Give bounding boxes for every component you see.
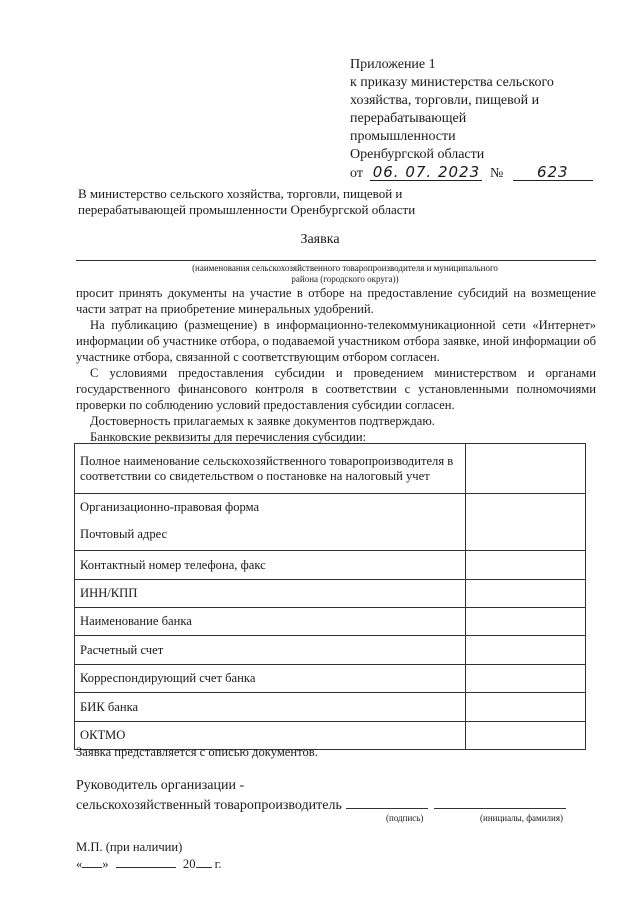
page-title: Заявка [300,232,340,247]
row-label-phone: Контактный номер телефона, факс [75,551,466,580]
table-row [75,580,586,608]
body-paragraph-3: С условиями предоставления субсидии и проведением министерством и органами государственного финансового контроля в соответствии с установленными полномочиями проверки по соблюдению условий предоставления субсидии согласен. [76,366,596,412]
annex-line-1: Приложение 1 [350,57,436,72]
annex-line-5: промышленности [350,129,456,144]
annex-block [350,56,610,183]
table-row [75,693,586,722]
addressee-line-1: В министерство сельского хозяйства, торговли, пищевой и [78,186,403,201]
annex-line-3: хозяйства, торговли, пищевой и [350,93,540,108]
stamp-block [76,839,222,873]
year-prefix: 20 [182,857,196,871]
order-number: 623 [513,164,593,181]
stamp-label: М.П. (при наличии) [76,840,183,854]
body-paragraph-4: Достоверность прилагаемых к заявке документов подтверждаю. [90,414,435,428]
number-sign: № [489,166,504,181]
name-caption: (инициалы, фамилия) [480,813,563,823]
applicant-name-line[interactable] [76,260,596,261]
name-field[interactable] [434,796,566,809]
row-value-inn-kpp[interactable] [466,580,586,608]
order-date: 06. 07. 2023 [370,164,482,181]
applicant-caption [120,263,570,285]
row-value-oktmo[interactable] [466,722,586,750]
row-value-bik[interactable] [466,693,586,722]
date-open-quote: « [76,857,83,871]
row-value-settlement-account[interactable] [466,636,586,665]
annex-date-line [350,164,610,183]
table-row [75,444,586,494]
addressee-line-2: перерабатывающей промышленности Оренбургской области [78,202,416,217]
row-label-bik: БИК банка [75,693,466,722]
row-label-oktmo: ОКТМО [75,722,466,750]
date-prefix: от [350,166,363,181]
row-value-bank-name[interactable] [466,608,586,636]
annex-line-4: перерабатывающей [350,111,467,126]
inventory-note: Заявка представляется с описью документов. [76,745,318,759]
month-field[interactable] [116,856,176,868]
row-label-legal-form [75,494,466,551]
table-row [75,665,586,693]
body-text [76,285,596,445]
table-row [75,494,586,551]
row-label-settlement-account: Расчетный счет [75,636,466,665]
body-paragraph-5: Банковские реквизиты для перечисления субсидии: [90,430,367,444]
body-paragraph-1: просит принять документы на участие в отборе на предоставление субсидий на возмещение части затрат на приобретение минеральных удобрений. [76,286,596,316]
year-suffix: г. [214,857,222,871]
signature-block [76,776,566,816]
date-close-quote: » [102,857,109,871]
row-label-inn-kpp: ИНН/КПП [75,580,466,608]
date-line [76,856,222,873]
applicant-caption-line-1: (наименования сельскохозяйственного товаропроизводителя и муниципального [192,263,498,273]
signature-line-1: Руководитель организации - [76,778,245,793]
row-label-correspondent-account: Корреспондирующий счет банка [75,665,466,693]
applicant-caption-line-2: района (городского округа)) [291,274,399,284]
row-value-full-name[interactable] [466,444,586,494]
row-label-legal-form-text: Организационно-правовая форма [80,500,260,514]
signature-line-2: сельскохозяйственный товаропроизводитель [76,798,342,813]
annex-line-6: Оренбургской области [350,147,485,162]
row-label-postal-address: Почтовый адрес [80,527,168,541]
annex-line-2: к приказу министерства сельского [350,75,554,90]
table-row [75,608,586,636]
row-label-full-name: Полное наименование сельскохозяйственного товаропроизводителя в соответствии со свидетельством о постановке на налоговый учет [75,444,466,494]
table-row [75,636,586,665]
body-paragraph-2: На публикацию (размещение) в информационно-телекоммуникационной сети «Интернет» информации об участнике отбора, о подаваемой участником отбора заявке, иной информации об участнике отбора, связанной с соответствующим отбором согласен. [76,318,596,364]
signature-field[interactable] [346,796,428,809]
addressee [78,186,598,218]
bank-details-table [74,443,586,750]
year-field[interactable] [196,856,212,868]
row-label-bank-name: Наименование банка [75,608,466,636]
row-value-legal-form[interactable] [466,494,586,551]
day-field[interactable] [82,856,102,868]
row-value-phone[interactable] [466,551,586,580]
table-row [75,551,586,580]
signature-caption: (подпись) [386,813,424,823]
row-value-correspondent-account[interactable] [466,665,586,693]
